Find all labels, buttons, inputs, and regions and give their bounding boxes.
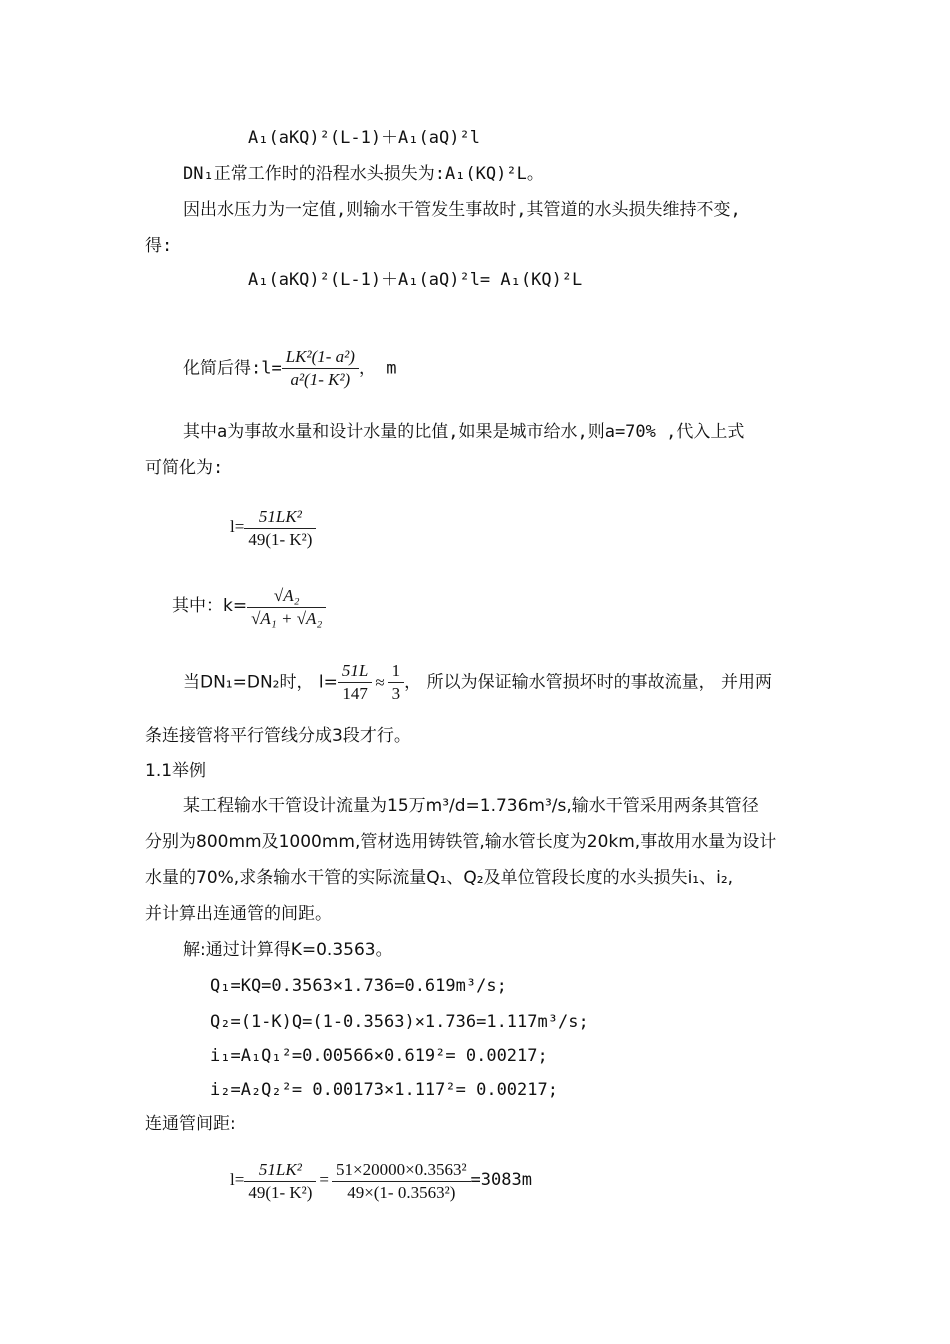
solution-i1: i₁=A₁Q₁²=0.00566×0.619²= 0.00217; xyxy=(210,1046,548,1066)
simplified-numerator: LK²(1- a²) xyxy=(282,346,359,369)
spacing-numerator-numeric: 51×20000×0.3563² xyxy=(332,1159,471,1182)
equation-simplified xyxy=(183,346,396,391)
spacing-prefix: l= xyxy=(230,1170,245,1189)
equal-diameter-fraction xyxy=(338,660,372,705)
l-numerator: 51LK² xyxy=(244,506,316,529)
k-denominator: √A₁ + √A₂ xyxy=(251,608,323,628)
spacing-fraction-numeric xyxy=(332,1159,471,1204)
k-prefix: 其中：k= xyxy=(172,596,248,616)
simplified-unit: ， m xyxy=(358,358,397,379)
text-connecting-pipe-spacing: 连通管间距: xyxy=(145,1114,236,1134)
k-fraction xyxy=(247,585,326,630)
text-three-segments: 条连接管将平行管线分成3段才行。 xyxy=(145,726,411,746)
simplified-prefix: 化简后得:l= xyxy=(183,358,282,379)
l-prefix: l= xyxy=(230,517,245,536)
spacing-denominator-numeric: 49×(1- 0.3563²) xyxy=(347,1182,456,1202)
text-pressure-constant: 因出水压力为一定值,则输水干管发生事故时,其管道的水头损失维持不变, xyxy=(183,200,741,220)
section-heading-example: 1.1举例 xyxy=(145,761,207,781)
simplified-denominator: a²(1- K²) xyxy=(290,370,351,389)
solution-q1: Q₁=KQ=0.3563×1.736=0.619m³/s; xyxy=(210,976,507,996)
spacing-fraction-symbolic xyxy=(244,1159,316,1204)
example-line-1: 某工程输水干管设计流量为15万m³/d=1.736m³/s,输水干管采用两条其管径 xyxy=(183,796,759,816)
equation-head-loss-accident: A₁(aKQ)²(L-1)＋A₁(aQ)²l xyxy=(248,128,480,148)
equal-diameter-numerator: 51L xyxy=(338,660,372,683)
solution-k-value: 解:通过计算得K=0.3563。 xyxy=(183,940,393,960)
equation-k-definition xyxy=(172,584,326,630)
l-fraction xyxy=(244,506,316,551)
one-third-fraction xyxy=(388,660,405,705)
equation-l-simplified xyxy=(230,505,316,551)
example-line-3: 水量的70%,求条输水干管的实际流量Q₁、Q₂及单位管段长度的水头损失i₁、i₂, xyxy=(145,868,734,888)
spacing-numerator-symbolic: 51LK² xyxy=(244,1159,316,1182)
simplified-fraction xyxy=(282,346,359,391)
equation-spacing-result xyxy=(230,1158,532,1204)
spacing-result: =3083m xyxy=(470,1170,532,1190)
equation-equal-diameter xyxy=(183,660,772,705)
example-line-2: 分别为800mm及1000mm,管材选用铸铁管,输水管长度为20km,事故用水量为设计 xyxy=(145,832,777,852)
equal-diameter-denominator: 147 xyxy=(342,684,368,703)
solution-q2: Q₂=(1-K)Q=(1-0.3563)×1.736=1.117m³/s; xyxy=(210,1012,589,1032)
spacing-denominator-symbolic: 49(1- K²) xyxy=(248,1182,313,1202)
text-obtain: 得: xyxy=(145,236,173,256)
one-third-denominator: 3 xyxy=(391,684,401,703)
k-numerator: √A₂ xyxy=(247,585,326,608)
approx-symbol: ≈ xyxy=(375,672,385,692)
text-normal-head-loss: DN₁正常工作时的沿程水头损失为:A₁(KQ)²L。 xyxy=(183,164,544,184)
one-third-numerator: 1 xyxy=(388,660,405,683)
l-denominator: 49(1- K²) xyxy=(248,529,313,549)
example-line-4: 并计算出连通管的间距。 xyxy=(145,904,332,924)
spacing-equals: = xyxy=(319,1170,330,1189)
solution-i2: i₂=A₂Q₂²= 0.00173×1.117²= 0.00217; xyxy=(210,1080,558,1100)
text-simplify-to: 可简化为: xyxy=(145,458,224,478)
text-alpha-definition: 其中a为事故水量和设计水量的比值,如果是城市给水,则a=70% ,代入上式 xyxy=(183,422,745,442)
equal-diameter-suffix: ， 所以为保证输水管损坏时的事故流量， 并用两 xyxy=(404,672,772,693)
equation-head-loss-equality: A₁(aKQ)²(L-1)＋A₁(aQ)²l= A₁(KQ)²L xyxy=(248,270,583,290)
equal-diameter-prefix: 当DN₁=DN₂时， l= xyxy=(183,672,338,693)
